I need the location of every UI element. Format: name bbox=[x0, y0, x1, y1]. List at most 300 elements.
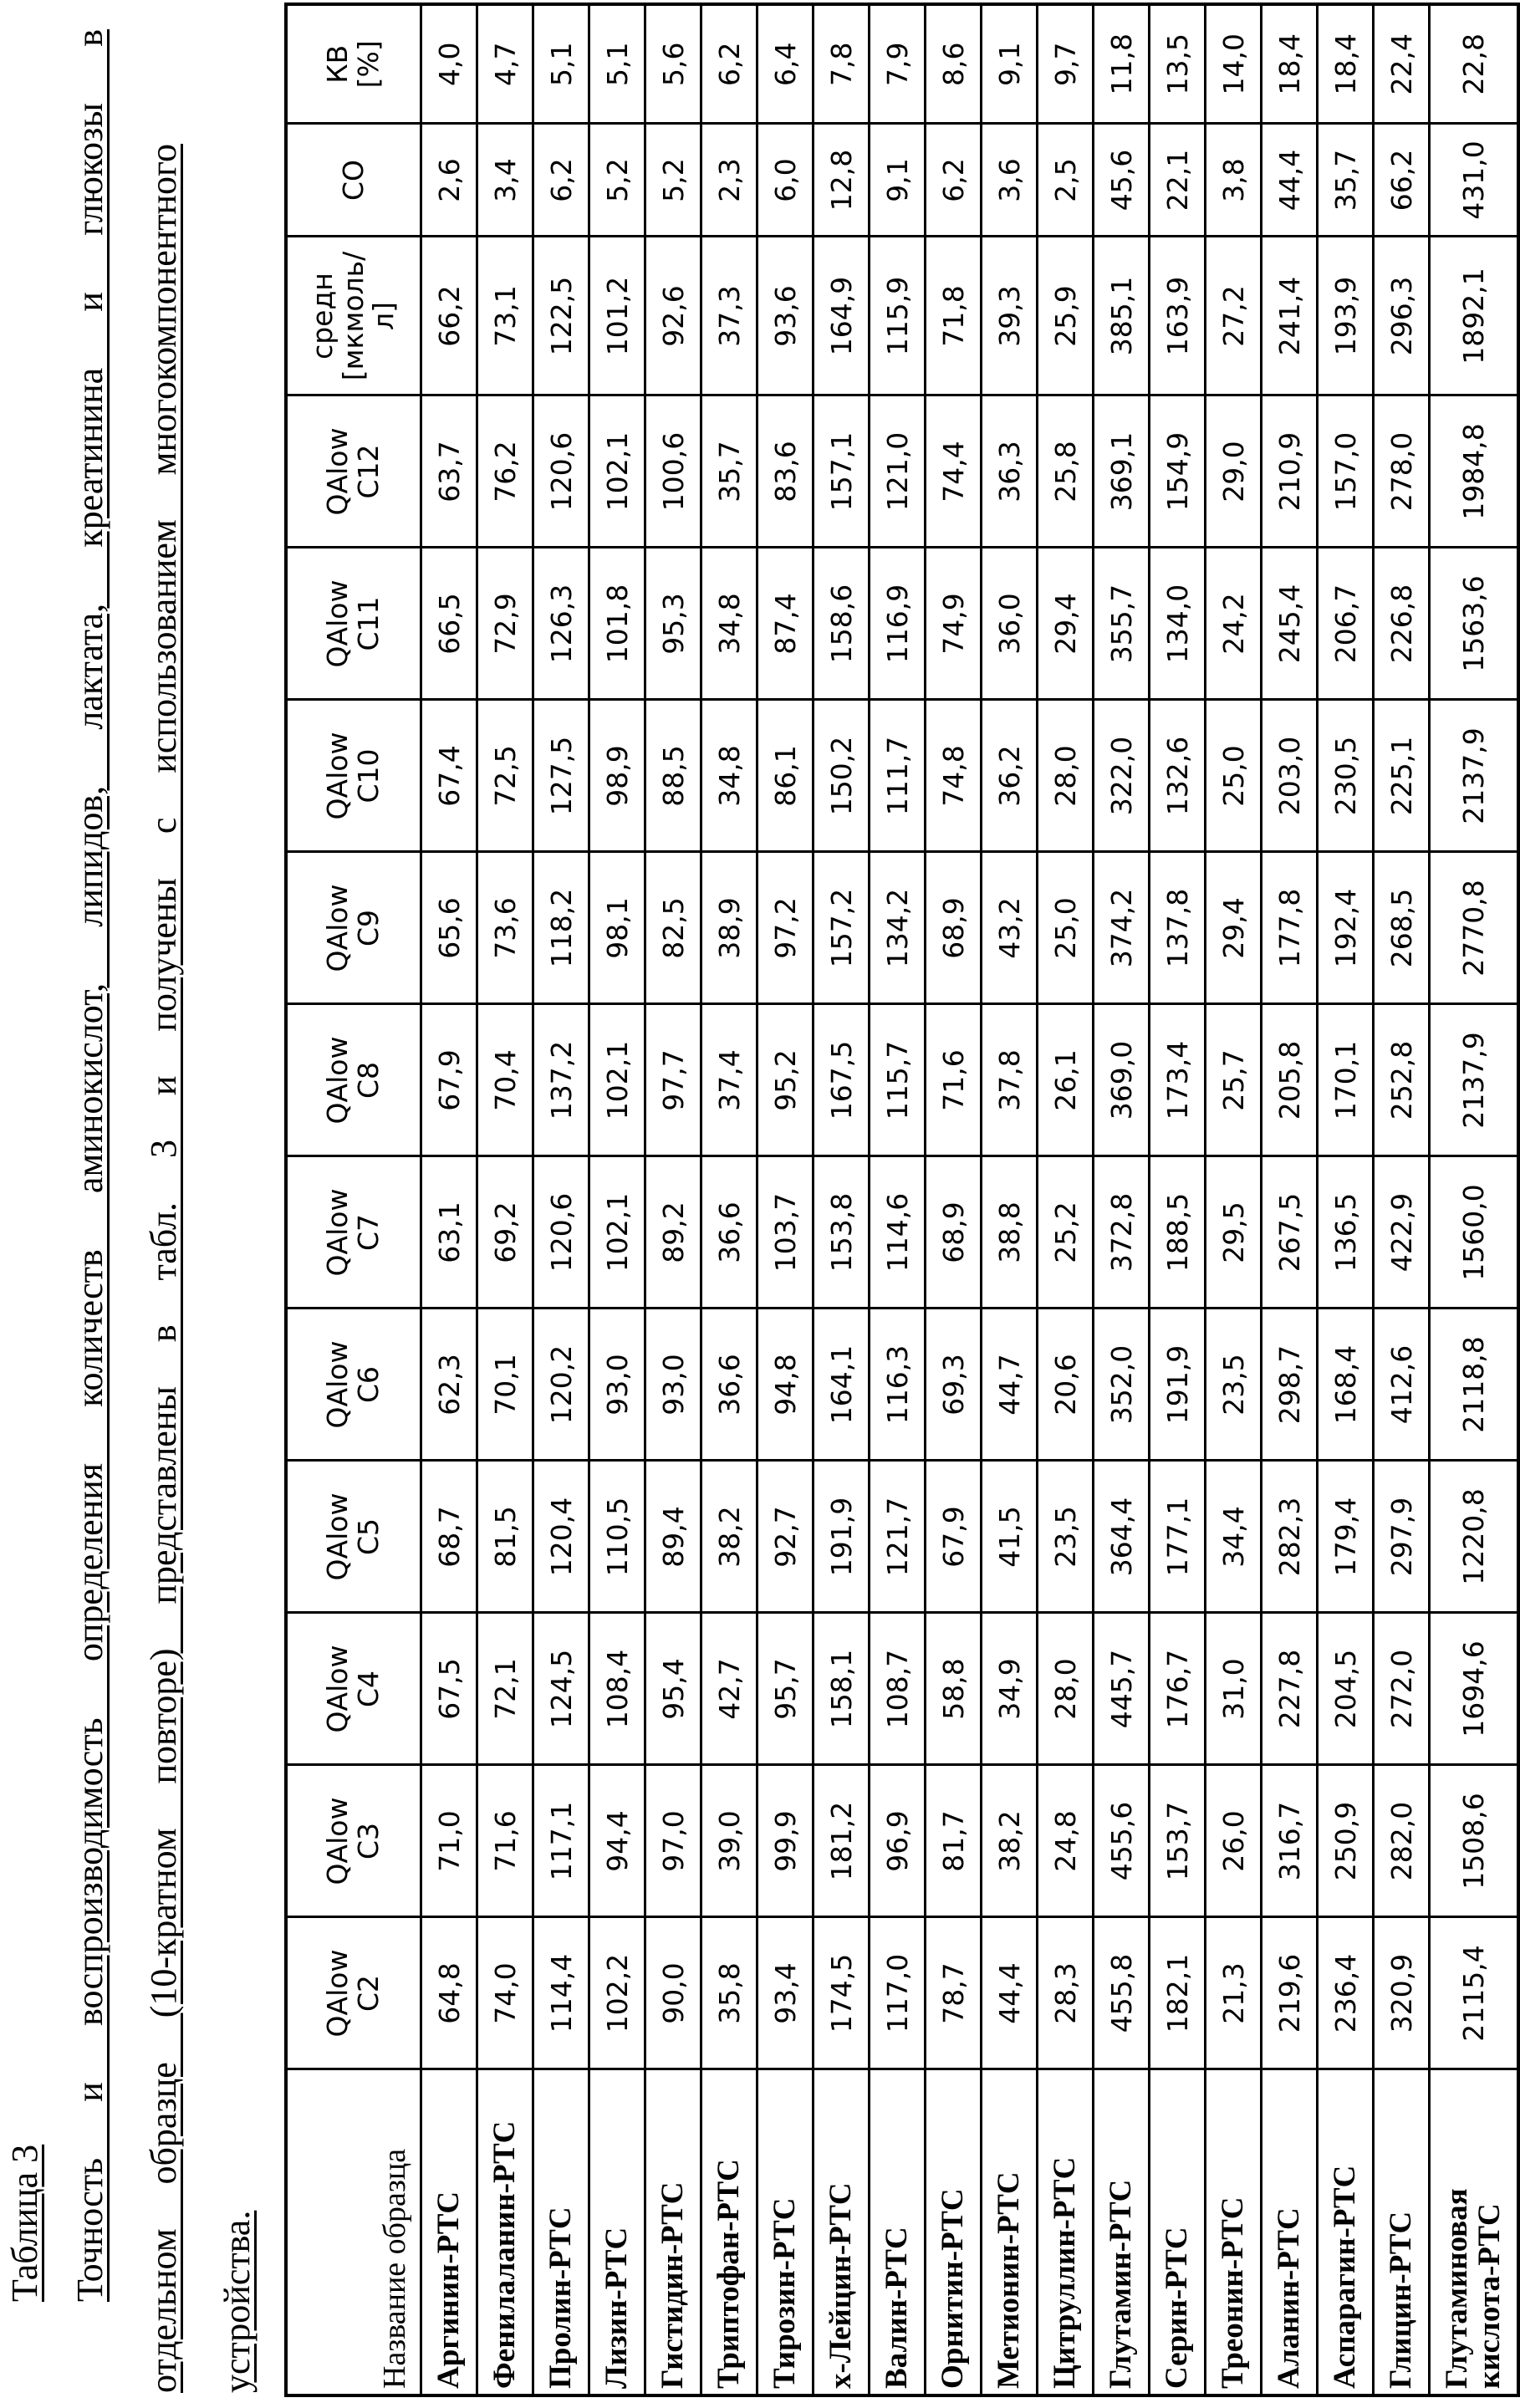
sample-name-cell: Глутаминовая кислота-РТС bbox=[1430, 2069, 1519, 2395]
value-cell: 6,2 bbox=[926, 124, 982, 237]
value-cell: 5,2 bbox=[589, 124, 645, 237]
value-cell: 120,6 bbox=[533, 1156, 589, 1309]
value-cell: 236,4 bbox=[1318, 1917, 1374, 2069]
value-cell: 278,0 bbox=[1374, 395, 1430, 548]
value-cell: 72,9 bbox=[477, 548, 533, 700]
value-cell: 1508,6 bbox=[1430, 1765, 1519, 1917]
value-cell: 36,6 bbox=[701, 1156, 757, 1309]
value-cell: 153,8 bbox=[814, 1156, 870, 1309]
value-cell: 1892,1 bbox=[1430, 237, 1519, 395]
value-cell: 193,9 bbox=[1318, 237, 1374, 395]
value-cell: 206,7 bbox=[1318, 548, 1374, 700]
value-cell: 68,9 bbox=[926, 1156, 982, 1309]
value-cell: 68,9 bbox=[926, 852, 982, 1004]
value-cell: 58,8 bbox=[926, 1613, 982, 1765]
column-header: QAlow C6 bbox=[286, 1309, 421, 1461]
sample-name-cell: Треонин-РТС bbox=[1206, 2069, 1262, 2395]
value-cell: 81,7 bbox=[926, 1765, 982, 1917]
value-cell: 2115,4 bbox=[1430, 1917, 1519, 2069]
value-cell: 117,1 bbox=[533, 1765, 589, 1917]
value-cell: 45,6 bbox=[1094, 124, 1150, 237]
value-cell: 297,9 bbox=[1374, 1461, 1430, 1613]
value-cell: 1220,8 bbox=[1430, 1461, 1519, 1613]
value-cell: 124,5 bbox=[533, 1613, 589, 1765]
table-row bbox=[1318, 4, 1374, 2395]
value-cell: 67,4 bbox=[421, 700, 477, 852]
value-cell: 72,1 bbox=[477, 1613, 533, 1765]
value-cell: 26,0 bbox=[1206, 1765, 1262, 1917]
value-cell: 134,2 bbox=[870, 852, 926, 1004]
value-cell: 227,8 bbox=[1262, 1613, 1318, 1765]
value-cell: 93,0 bbox=[645, 1309, 701, 1461]
value-cell: 176,7 bbox=[1150, 1613, 1206, 1765]
value-cell: 28,0 bbox=[1038, 1613, 1094, 1765]
table-row bbox=[1094, 4, 1150, 2395]
value-cell: 245,4 bbox=[1262, 548, 1318, 700]
value-cell: 18,4 bbox=[1262, 4, 1318, 124]
value-cell: 111,7 bbox=[870, 700, 926, 852]
value-cell: 3,8 bbox=[1206, 124, 1262, 237]
value-cell: 422,9 bbox=[1374, 1156, 1430, 1309]
value-cell: 39,3 bbox=[982, 237, 1038, 395]
value-cell: 44,7 bbox=[982, 1309, 1038, 1461]
value-cell: 71,8 bbox=[926, 237, 982, 395]
value-cell: 127,5 bbox=[533, 700, 589, 852]
value-cell: 34,8 bbox=[701, 548, 757, 700]
value-cell: 118,2 bbox=[533, 852, 589, 1004]
value-cell: 137,2 bbox=[533, 1004, 589, 1156]
value-cell: 94,8 bbox=[757, 1309, 814, 1461]
table-row bbox=[701, 4, 757, 2395]
value-cell: 102,1 bbox=[589, 1004, 645, 1156]
value-cell: 82,5 bbox=[645, 852, 701, 1004]
table-row bbox=[870, 4, 926, 2395]
value-cell: 120,6 bbox=[533, 395, 589, 548]
value-cell: 114,6 bbox=[870, 1156, 926, 1309]
description-line-1: Точность и воспроизводимость определения количеств аминокислот, липидов, лактата, креатинина и глюкозы в bbox=[72, 29, 109, 2302]
column-header: QAlow C5 bbox=[286, 1461, 421, 1613]
value-cell: 66,2 bbox=[1374, 124, 1430, 237]
value-cell: 122,5 bbox=[533, 237, 589, 395]
table-row bbox=[814, 4, 870, 2395]
value-cell: 179,4 bbox=[1318, 1461, 1374, 1613]
value-cell: 95,2 bbox=[757, 1004, 814, 1156]
value-cell: 13,5 bbox=[1150, 4, 1206, 124]
value-cell: 38,2 bbox=[701, 1461, 757, 1613]
value-cell: 2,6 bbox=[421, 124, 477, 237]
value-cell: 34,4 bbox=[1206, 1461, 1262, 1613]
value-cell: 298,7 bbox=[1262, 1309, 1318, 1461]
value-cell: 34,8 bbox=[701, 700, 757, 852]
value-cell: 41,5 bbox=[982, 1461, 1038, 1613]
value-cell: 1563,6 bbox=[1430, 548, 1519, 700]
sample-name-cell: Серин-РТС bbox=[1150, 2069, 1206, 2395]
value-cell: 36,0 bbox=[982, 548, 1038, 700]
value-cell: 203,0 bbox=[1262, 700, 1318, 852]
value-cell: 93,6 bbox=[757, 237, 814, 395]
value-cell: 70,4 bbox=[477, 1004, 533, 1156]
sample-name-cell: Тирозин-РТС bbox=[757, 2069, 814, 2395]
value-cell: 1984,8 bbox=[1430, 395, 1519, 548]
table-row bbox=[982, 4, 1038, 2395]
value-cell: 188,5 bbox=[1150, 1156, 1206, 1309]
value-cell: 282,3 bbox=[1262, 1461, 1318, 1613]
value-cell: 110,5 bbox=[589, 1461, 645, 1613]
value-cell: 95,7 bbox=[757, 1613, 814, 1765]
value-cell: 316,7 bbox=[1262, 1765, 1318, 1917]
value-cell: 96,9 bbox=[870, 1765, 926, 1917]
value-cell: 38,8 bbox=[982, 1156, 1038, 1309]
value-cell: 158,1 bbox=[814, 1613, 870, 1765]
table-row bbox=[421, 4, 477, 2395]
value-cell: 6,4 bbox=[757, 4, 814, 124]
value-cell: 93,4 bbox=[757, 1917, 814, 2069]
value-cell: 87,4 bbox=[757, 548, 814, 700]
sample-name-cell: Фенилаланин-РТС bbox=[477, 2069, 533, 2395]
value-cell: 27,2 bbox=[1206, 237, 1262, 395]
value-cell: 163,9 bbox=[1150, 237, 1206, 395]
value-cell: 101,2 bbox=[589, 237, 645, 395]
value-cell: 4,7 bbox=[477, 4, 533, 124]
value-cell: 25,2 bbox=[1038, 1156, 1094, 1309]
value-cell: 230,5 bbox=[1318, 700, 1374, 852]
value-cell: 8,6 bbox=[926, 4, 982, 124]
value-cell: 385,1 bbox=[1094, 237, 1150, 395]
table-row bbox=[589, 4, 645, 2395]
value-cell: 364,4 bbox=[1094, 1461, 1150, 1613]
column-header: КВ [%] bbox=[286, 4, 421, 124]
value-cell: 86,1 bbox=[757, 700, 814, 852]
value-cell: 97,2 bbox=[757, 852, 814, 1004]
table-row bbox=[1150, 4, 1206, 2395]
value-cell: 3,4 bbox=[477, 124, 533, 237]
value-cell: 38,9 bbox=[701, 852, 757, 1004]
value-cell: 5,1 bbox=[589, 4, 645, 124]
value-cell: 83,6 bbox=[757, 395, 814, 548]
value-cell: 455,8 bbox=[1094, 1917, 1150, 2069]
value-cell: 6,2 bbox=[701, 4, 757, 124]
value-cell: 74,8 bbox=[926, 700, 982, 852]
value-cell: 205,8 bbox=[1262, 1004, 1318, 1156]
value-cell: 102,2 bbox=[589, 1917, 645, 2069]
value-cell: 9,1 bbox=[870, 124, 926, 237]
value-cell: 92,6 bbox=[645, 237, 701, 395]
value-cell: 1560,0 bbox=[1430, 1156, 1519, 1309]
value-cell: 267,5 bbox=[1262, 1156, 1318, 1309]
value-cell: 150,2 bbox=[814, 700, 870, 852]
table-row bbox=[645, 4, 701, 2395]
value-cell: 36,6 bbox=[701, 1309, 757, 1461]
sample-name-cell: Лизин-РТС bbox=[589, 2069, 645, 2395]
column-header: QAlow C11 bbox=[286, 548, 421, 700]
sample-name-cell: Глицин-РТС bbox=[1374, 2069, 1430, 2395]
value-cell: 21,3 bbox=[1206, 1917, 1262, 2069]
sample-name-cell: Аргинин-РТС bbox=[421, 2069, 477, 2395]
value-cell: 67,9 bbox=[926, 1461, 982, 1613]
value-cell: 158,6 bbox=[814, 548, 870, 700]
value-cell: 355,7 bbox=[1094, 548, 1150, 700]
value-cell: 204,5 bbox=[1318, 1613, 1374, 1765]
value-cell: 116,9 bbox=[870, 548, 926, 700]
value-cell: 97,0 bbox=[645, 1765, 701, 1917]
column-header: СО bbox=[286, 124, 421, 237]
sample-name-cell: Валин-РТС bbox=[870, 2069, 926, 2395]
value-cell: 108,4 bbox=[589, 1613, 645, 1765]
value-cell: 18,4 bbox=[1318, 4, 1374, 124]
value-cell: 168,4 bbox=[1318, 1309, 1374, 1461]
value-cell: 174,5 bbox=[814, 1917, 870, 2069]
value-cell: 272,0 bbox=[1374, 1613, 1430, 1765]
value-cell: 37,4 bbox=[701, 1004, 757, 1156]
sample-name-cell: Метионин-РТС bbox=[982, 2069, 1038, 2395]
value-cell: 11,8 bbox=[1094, 4, 1150, 124]
value-cell: 28,3 bbox=[1038, 1917, 1094, 2069]
value-cell: 182,1 bbox=[1150, 1917, 1206, 2069]
value-cell: 6,0 bbox=[757, 124, 814, 237]
value-cell: 136,5 bbox=[1318, 1156, 1374, 1309]
value-cell: 28,0 bbox=[1038, 700, 1094, 852]
value-cell: 44,4 bbox=[982, 1917, 1038, 2069]
value-cell: 431,0 bbox=[1430, 124, 1519, 237]
value-cell: 14,0 bbox=[1206, 4, 1262, 124]
value-cell: 2,5 bbox=[1038, 124, 1094, 237]
table-row bbox=[1206, 4, 1262, 2395]
table-row bbox=[757, 4, 814, 2395]
value-cell: 74,0 bbox=[477, 1917, 533, 2069]
value-cell: 71,0 bbox=[421, 1765, 477, 1917]
value-cell: 29,0 bbox=[1206, 395, 1262, 548]
sample-name-cell: Аланин-РТС bbox=[1262, 2069, 1318, 2395]
value-cell: 102,1 bbox=[589, 1156, 645, 1309]
value-cell: 66,5 bbox=[421, 548, 477, 700]
value-cell: 95,3 bbox=[645, 548, 701, 700]
table-row bbox=[926, 4, 982, 2395]
value-cell: 63,7 bbox=[421, 395, 477, 548]
value-cell: 181,2 bbox=[814, 1765, 870, 1917]
description-line-2: отдельном образце (10-кратном повторе) представлены в табл. 3 и получены с использованием многокомпонентного bbox=[145, 144, 182, 2393]
value-cell: 282,0 bbox=[1374, 1765, 1430, 1917]
value-cell: 29,4 bbox=[1206, 852, 1262, 1004]
sample-name-cell: Гистидин-РТС bbox=[645, 2069, 701, 2395]
value-cell: 114,4 bbox=[533, 1917, 589, 2069]
value-cell: 7,8 bbox=[814, 4, 870, 124]
value-cell: 177,1 bbox=[1150, 1461, 1206, 1613]
value-cell: 36,3 bbox=[982, 395, 1038, 548]
value-cell: 73,6 bbox=[477, 852, 533, 1004]
value-cell: 369,1 bbox=[1094, 395, 1150, 548]
column-header: QAlow C2 bbox=[286, 1917, 421, 2069]
value-cell: 64,8 bbox=[421, 1917, 477, 2069]
value-cell: 69,2 bbox=[477, 1156, 533, 1309]
value-cell: 12,8 bbox=[814, 124, 870, 237]
value-cell: 25,8 bbox=[1038, 395, 1094, 548]
value-cell: 35,7 bbox=[1318, 124, 1374, 237]
value-cell: 25,0 bbox=[1038, 852, 1094, 1004]
value-cell: 134,0 bbox=[1150, 548, 1206, 700]
value-cell: 157,1 bbox=[814, 395, 870, 548]
value-cell: 98,9 bbox=[589, 700, 645, 852]
value-cell: 90,0 bbox=[645, 1917, 701, 2069]
value-cell: 71,6 bbox=[477, 1765, 533, 1917]
value-cell: 31,0 bbox=[1206, 1613, 1262, 1765]
value-cell: 164,1 bbox=[814, 1309, 870, 1461]
value-cell: 25,0 bbox=[1206, 700, 1262, 852]
column-header: QAlow C12 bbox=[286, 395, 421, 548]
value-cell: 99,9 bbox=[757, 1765, 814, 1917]
value-cell: 22,1 bbox=[1150, 124, 1206, 237]
value-cell: 100,6 bbox=[645, 395, 701, 548]
value-cell: 62,3 bbox=[421, 1309, 477, 1461]
value-cell: 73,1 bbox=[477, 237, 533, 395]
value-cell: 38,2 bbox=[982, 1765, 1038, 1917]
value-cell: 20,6 bbox=[1038, 1309, 1094, 1461]
value-cell: 42,7 bbox=[701, 1613, 757, 1765]
value-cell: 412,6 bbox=[1374, 1309, 1430, 1461]
value-cell: 5,6 bbox=[645, 4, 701, 124]
value-cell: 67,9 bbox=[421, 1004, 477, 1156]
value-cell: 44,4 bbox=[1262, 124, 1318, 237]
value-cell: 117,0 bbox=[870, 1917, 926, 2069]
value-cell: 164,9 bbox=[814, 237, 870, 395]
document-page bbox=[0, 0, 1462, 2408]
value-cell: 2137,9 bbox=[1430, 700, 1519, 852]
value-cell: 2770,8 bbox=[1430, 852, 1519, 1004]
value-cell: 320,9 bbox=[1374, 1917, 1430, 2069]
value-cell: 95,4 bbox=[645, 1613, 701, 1765]
value-cell: 154,9 bbox=[1150, 395, 1206, 548]
value-cell: 1694,6 bbox=[1430, 1613, 1519, 1765]
value-cell: 23,5 bbox=[1206, 1309, 1262, 1461]
value-cell: 226,8 bbox=[1374, 548, 1430, 700]
value-cell: 74,9 bbox=[926, 548, 982, 700]
value-cell: 29,5 bbox=[1206, 1156, 1262, 1309]
value-cell: 2118,8 bbox=[1430, 1309, 1519, 1461]
value-cell: 445,7 bbox=[1094, 1613, 1150, 1765]
table-row bbox=[533, 4, 589, 2395]
value-cell: 7,9 bbox=[870, 4, 926, 124]
value-cell: 4,0 bbox=[421, 4, 477, 124]
value-cell: 157,0 bbox=[1318, 395, 1374, 548]
value-cell: 63,1 bbox=[421, 1156, 477, 1309]
value-cell: 3,6 bbox=[982, 124, 1038, 237]
value-cell: 352,0 bbox=[1094, 1309, 1150, 1461]
value-cell: 92,7 bbox=[757, 1461, 814, 1613]
value-cell: 121,7 bbox=[870, 1461, 926, 1613]
value-cell: 132,6 bbox=[1150, 700, 1206, 852]
value-cell: 35,7 bbox=[701, 395, 757, 548]
value-cell: 23,5 bbox=[1038, 1461, 1094, 1613]
value-cell: 115,7 bbox=[870, 1004, 926, 1156]
value-cell: 2137,9 bbox=[1430, 1004, 1519, 1156]
value-cell: 9,1 bbox=[982, 4, 1038, 124]
value-cell: 252,8 bbox=[1374, 1004, 1430, 1156]
value-cell: 120,2 bbox=[533, 1309, 589, 1461]
table-header-row bbox=[286, 4, 421, 2395]
value-cell: 103,7 bbox=[757, 1156, 814, 1309]
value-cell: 219,6 bbox=[1262, 1917, 1318, 2069]
value-cell: 241,4 bbox=[1262, 237, 1318, 395]
value-cell: 191,9 bbox=[814, 1461, 870, 1613]
value-cell: 67,5 bbox=[421, 1613, 477, 1765]
column-header: QAlow C7 bbox=[286, 1156, 421, 1309]
value-cell: 43,2 bbox=[982, 852, 1038, 1004]
value-cell: 153,7 bbox=[1150, 1765, 1206, 1917]
column-header: средн [мкмоль/ л] bbox=[286, 237, 421, 395]
value-cell: 74,4 bbox=[926, 395, 982, 548]
table-body bbox=[421, 4, 1519, 2395]
value-cell: 250,9 bbox=[1318, 1765, 1374, 1917]
value-cell: 70,1 bbox=[477, 1309, 533, 1461]
sample-name-cell: Аспарагин-РТС bbox=[1318, 2069, 1374, 2395]
value-cell: 108,7 bbox=[870, 1613, 926, 1765]
sample-name-cell: х-Лейцин-РТС bbox=[814, 2069, 870, 2395]
value-cell: 173,4 bbox=[1150, 1004, 1206, 1156]
value-cell: 39,0 bbox=[701, 1765, 757, 1917]
value-cell: 25,7 bbox=[1206, 1004, 1262, 1156]
value-cell: 116,3 bbox=[870, 1309, 926, 1461]
value-cell: 101,8 bbox=[589, 548, 645, 700]
value-cell: 22,4 bbox=[1374, 4, 1430, 124]
value-cell: 26,1 bbox=[1038, 1004, 1094, 1156]
value-cell: 29,4 bbox=[1038, 548, 1094, 700]
value-cell: 322,0 bbox=[1094, 700, 1150, 852]
sample-name-cell: Пролин-РТС bbox=[533, 2069, 589, 2395]
value-cell: 81,5 bbox=[477, 1461, 533, 1613]
value-cell: 170,1 bbox=[1318, 1004, 1374, 1156]
value-cell: 455,6 bbox=[1094, 1765, 1150, 1917]
value-cell: 167,5 bbox=[814, 1004, 870, 1156]
value-cell: 369,0 bbox=[1094, 1004, 1150, 1156]
sample-name-cell: Триптофан-РТС bbox=[701, 2069, 757, 2395]
sample-name-cell: Цитруллин-РТС bbox=[1038, 2069, 1094, 2395]
value-cell: 192,4 bbox=[1318, 852, 1374, 1004]
value-cell: 37,8 bbox=[982, 1004, 1038, 1156]
value-cell: 5,1 bbox=[533, 4, 589, 124]
value-cell: 137,8 bbox=[1150, 852, 1206, 1004]
value-cell: 71,6 bbox=[926, 1004, 982, 1156]
value-cell: 6,2 bbox=[533, 124, 589, 237]
value-cell: 34,9 bbox=[982, 1613, 1038, 1765]
value-cell: 37,3 bbox=[701, 237, 757, 395]
value-cell: 177,8 bbox=[1262, 852, 1318, 1004]
table-row bbox=[1430, 4, 1519, 2395]
column-header: QAlow C3 bbox=[286, 1765, 421, 1917]
precision-table bbox=[284, 3, 1520, 2397]
column-header-sample-name: Название образца bbox=[286, 2069, 421, 2395]
column-header: QAlow C8 bbox=[286, 1004, 421, 1156]
table-row bbox=[477, 4, 533, 2395]
table-row bbox=[1374, 4, 1430, 2395]
value-cell: 69,3 bbox=[926, 1309, 982, 1461]
table-caption: Таблица 3 bbox=[7, 2145, 43, 2302]
sample-name-cell: Глутамин-РТС bbox=[1094, 2069, 1150, 2395]
column-header: QAlow C9 bbox=[286, 852, 421, 1004]
value-cell: 126,3 bbox=[533, 548, 589, 700]
value-cell: 89,2 bbox=[645, 1156, 701, 1309]
value-cell: 88,5 bbox=[645, 700, 701, 852]
value-cell: 121,0 bbox=[870, 395, 926, 548]
value-cell: 24,2 bbox=[1206, 548, 1262, 700]
value-cell: 72,5 bbox=[477, 700, 533, 852]
value-cell: 296,3 bbox=[1374, 237, 1430, 395]
column-header: QAlow C4 bbox=[286, 1613, 421, 1765]
sample-name-cell: Орнитин-РТС bbox=[926, 2069, 982, 2395]
value-cell: 78,7 bbox=[926, 1917, 982, 2069]
value-cell: 36,2 bbox=[982, 700, 1038, 852]
value-cell: 9,7 bbox=[1038, 4, 1094, 124]
value-cell: 35,8 bbox=[701, 1917, 757, 2069]
value-cell: 94,4 bbox=[589, 1765, 645, 1917]
